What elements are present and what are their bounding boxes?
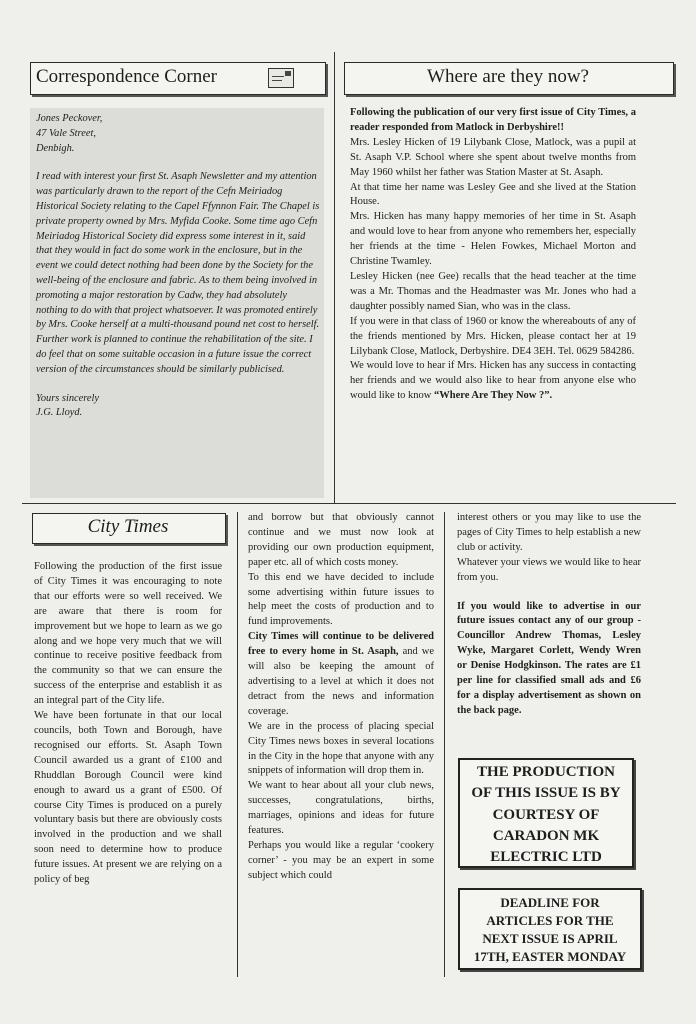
where-heading: Where are they now? (427, 66, 589, 87)
center-divider-top (334, 52, 335, 504)
letter-body: I read with interest your first St. Asaph Newsletter and my attention was particularly drawn to the report of the Cefn Meiriadog Historical Society relating to the Capel Ffynnon Fair. The Chapel is private property owned by Mrs. Myfida Cooke. Some time ago Cefn Meiriadog Historical Society did express some interest in it, said that they would in fact do some work in the enclosure, but in the event we could detect nothing had been done by the Society for the well-being of the enclosure and fabric. As to them being involved in promoting a major restoration by Cadw, they had absolutely nothing to do with that project whatsoever. It was promoted entirely by Mrs. Cooke herself at a multi-thousand pound net cost to herself. Further work is planned to continue the rehabilitation of the site. I do feel that on some suitable occasion in a future issue the correct version of the circumstances should be similarly publicised. (36, 171, 320, 375)
city-column-3 (457, 511, 641, 719)
where-paragraph-6-bold: “Where Are They Now ?”. (434, 390, 553, 402)
address-line-2: 47 Vale Street, (36, 127, 96, 139)
city-column-2 (248, 511, 434, 884)
where-article (350, 106, 636, 404)
city-column-1 (34, 560, 222, 888)
city-paragraph-5-bold: City Times will continue to be delivered free to every home in St. Asaph, (248, 631, 434, 658)
letter-signature: J.G. Lloyd. (36, 407, 83, 419)
letter-icon (268, 68, 294, 88)
column-divider-right (444, 512, 445, 977)
city-paragraph-3: and borrow but that obviously cannot continue and we must now look at providing our own production equipment, paper etc. all of which costs money. (248, 512, 434, 568)
where-paragraph-1: Mrs. Lesley Hicken of 19 Lilybank Close, Matlock, was a pupil at St. Asaph V.P. School where she spent about twelve months from May 1960 whilst her father was Station Master at St. Asaph. (350, 136, 636, 178)
city-paragraph-7: We want to hear about all your club news, successes, congratulations, births, marriages, opinions and ideas for future features. (248, 780, 434, 837)
city-advertise-paragraph: If you would like to advertise in our future issues contact any of our group - Councillor Andrew Thomas, Lesley Wyke, Margaret Corlett, Wendy Wren or Denise Hodgkinson. The rates are £1 per line for classified small ads and £6 for a display advertisement as shown on the back page. (457, 600, 641, 716)
correspondence-letter (30, 108, 324, 498)
address-line-1: Jones Peckover, (36, 113, 103, 124)
city-paragraph-4: To this end we have decided to include some advertising within future issues to help meet the costs of production and to fund improvements. (248, 571, 434, 628)
address-line-3: Denbigh. (36, 142, 75, 154)
city-paragraph-2: We have been fortunate in that our local councils, both Town and Borough, have recognised our efforts. St. Asaph Town Council awarded us a grant of £100 and Rhuddlan Borough Council were kind enough to award us a grant of £500. Of course City Times is produced on a purely voluntary basis but there are obviously costs involved in the production and we shall soon need to determine how to produce future issues. At present we are relying on a policy of beg (34, 710, 222, 886)
column-divider-left (237, 512, 238, 977)
city-paragraph-10: Whatever your views we would like to hear from you. (457, 556, 641, 583)
correspondence-heading: Correspondence Corner (36, 66, 217, 87)
where-paragraph-2: At that time her name was Lesley Gee and she lived at the Station House. (350, 181, 636, 208)
where-intro: Following the publication of our very first issue of City Times, a reader responded from Matlock in Derbyshire!! (350, 107, 636, 133)
where-paragraph-3: Mrs. Hicken has many happy memories of her time in St. Asaph and would love to hear from anyone who remembers her, especially her friends at the time - Helen Fowkes, Michael Morton and Christine Twamley. (350, 211, 636, 268)
where-paragraph-6 (350, 359, 636, 404)
horizontal-divider (22, 503, 676, 504)
city-paragraph-5-rest: and we will also be keeping the amount of advertising to a level at which it does not detract from the news and information coverage. (248, 646, 435, 717)
city-paragraph-5 (248, 630, 434, 719)
city-paragraph-1: Following the production of the first issue of City Times it was encouraging to note that our efforts were so well received. We are aware that there is room for improvement but we hope to learn as we go along and we hope very much that we will continue to receive positive feedback from the community so that we can ensure the success of the enterprise and establish it as an integral part of the City life. (34, 561, 222, 707)
where-paragraph-5: If you were in that class of 1960 or know the whereabouts of any of the friends mentioned by Mrs. Hicken, please contact her at 19 Lilybank Close, Matlock, Derbyshire. DE4 3EH. Tel. 0629 584286. (350, 315, 636, 357)
production-courtesy-box: THE PRODUCTION OF THIS ISSUE IS BY COURTESY OF CARADON MK ELECTRIC LTD (458, 758, 634, 868)
deadline-box: DEADLINE FOR ARTICLES FOR THE NEXT ISSUE IS APRIL 17TH, EASTER MONDAY (458, 888, 642, 970)
city-paragraph-9: interest others or you may like to use the pages of City Times to help establish a new club or activity. (457, 512, 641, 553)
letter-signoff: Yours sincerely (36, 392, 100, 404)
city-paragraph-6: We are in the process of placing special City Times news boxes in several locations in the City in the hope that anyone with any snippets of information will drop them in. (248, 720, 434, 777)
where-paragraph-6-text: We would love to hear if Mrs. Hicken has any success in contacting her friends and we would also like to hear from anyone else who would like to know (350, 360, 636, 402)
where-paragraph-4: Lesley Hicken (nee Gee) recalls that the head teacher at the time was a Mr. Thomas and the Headmaster was Mr. Jones who had a daughter possibly named Sian, who was in the class. (350, 270, 636, 312)
city-paragraph-8: Perhaps you would like a regular ‘cookery corner’ - you may be an expert in some subject which could (248, 839, 434, 881)
city-heading: City Times (87, 516, 169, 537)
